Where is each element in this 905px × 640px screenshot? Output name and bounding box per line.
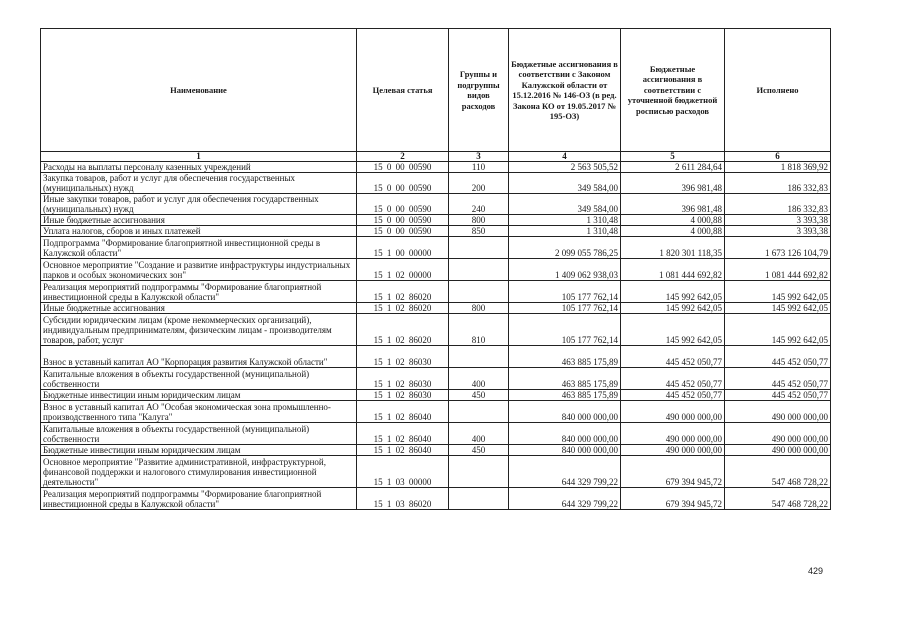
header-target-article: Целевая статья <box>357 29 449 152</box>
row-name: Реализация мероприятий подпрограммы "Формирование благоприятной инвестиционной среды в Калужской области" <box>41 488 357 510</box>
row-name: Иные бюджетные ассигнования <box>41 215 357 226</box>
row-name: Иные бюджетные ассигнования <box>41 303 357 314</box>
row-budget-law: 840 000 000,00 <box>509 401 621 423</box>
column-number: 5 <box>621 152 725 162</box>
row-budget-law: 2 099 055 786,25 <box>509 237 621 259</box>
table-row <box>41 226 831 237</box>
row-budget-refined: 1 081 444 692,82 <box>621 259 725 281</box>
table-row <box>41 346 831 368</box>
row-budget-law: 349 584,00 <box>509 194 621 215</box>
table-row <box>41 488 831 510</box>
row-budget-refined: 1 820 301 118,35 <box>621 237 725 259</box>
row-target-article: 15 1 02 86030 <box>357 390 449 401</box>
row-executed: 490 000 000,00 <box>725 445 831 456</box>
table-row <box>41 259 831 281</box>
row-budget-law: 105 177 762,14 <box>509 281 621 303</box>
row-budget-refined: 679 394 945,72 <box>621 456 725 488</box>
row-budget-refined: 396 981,48 <box>621 173 725 194</box>
row-executed: 186 332,83 <box>725 173 831 194</box>
column-number: 3 <box>449 152 509 162</box>
row-budget-refined: 2 611 284,64 <box>621 162 725 173</box>
row-budget-refined: 145 992 642,05 <box>621 281 725 303</box>
row-budget-law: 463 885 175,89 <box>509 346 621 368</box>
row-target-article: 15 1 03 86020 <box>357 488 449 510</box>
row-target-article: 15 1 02 86020 <box>357 314 449 346</box>
row-expense-group: 240 <box>449 194 509 215</box>
table-row <box>41 390 831 401</box>
row-target-article: 15 1 02 86030 <box>357 346 449 368</box>
row-budget-law: 840 000 000,00 <box>509 423 621 445</box>
row-executed: 3 393,38 <box>725 215 831 226</box>
table-body <box>41 162 831 510</box>
table-row <box>41 215 831 226</box>
row-target-article: 15 0 00 00590 <box>357 162 449 173</box>
column-number: 4 <box>509 152 621 162</box>
row-target-article: 15 1 00 00000 <box>357 237 449 259</box>
row-name: Бюджетные инвестиции иным юридическим лицам <box>41 390 357 401</box>
table-row <box>41 162 831 173</box>
row-budget-refined: 490 000 000,00 <box>621 401 725 423</box>
row-expense-group <box>449 259 509 281</box>
row-expense-group <box>449 237 509 259</box>
row-expense-group: 800 <box>449 215 509 226</box>
row-executed: 3 393,38 <box>725 226 831 237</box>
row-name: Субсидии юридическим лицам (кроме некоммерческих организаций), индивидуальным предпринимателям, физическим лицам - производителям товаров, работ, услуг <box>41 314 357 346</box>
row-executed: 445 452 050,77 <box>725 368 831 390</box>
row-expense-group: 110 <box>449 162 509 173</box>
row-target-article: 15 1 02 86040 <box>357 423 449 445</box>
row-executed: 547 468 728,22 <box>725 456 831 488</box>
table-row <box>41 173 831 194</box>
row-executed: 547 468 728,22 <box>725 488 831 510</box>
row-expense-group <box>449 401 509 423</box>
row-budget-law: 463 885 175,89 <box>509 368 621 390</box>
row-target-article: 15 1 02 86030 <box>357 368 449 390</box>
row-target-article: 15 1 03 00000 <box>357 456 449 488</box>
header-expense-group: Группы и подгруппы видов расходов <box>449 29 509 152</box>
header-budget-refined: Бюджетные ассигнования в соответствии с уточненной бюджетной росписью расходов <box>621 29 725 152</box>
row-target-article: 15 1 02 00000 <box>357 259 449 281</box>
row-expense-group: 450 <box>449 445 509 456</box>
row-name: Уплата налогов, сборов и иных платежей <box>41 226 357 237</box>
row-budget-refined: 679 394 945,72 <box>621 488 725 510</box>
row-target-article: 15 1 02 86040 <box>357 401 449 423</box>
table-row <box>41 281 831 303</box>
row-executed: 1 818 369,92 <box>725 162 831 173</box>
row-budget-law: 105 177 762,14 <box>509 303 621 314</box>
row-executed: 445 452 050,77 <box>725 390 831 401</box>
table-row <box>41 303 831 314</box>
row-name: Расходы на выплаты персоналу казенных учреждений <box>41 162 357 173</box>
header-name: Наименование <box>41 29 357 152</box>
row-budget-refined: 396 981,48 <box>621 194 725 215</box>
row-budget-law: 2 563 505,52 <box>509 162 621 173</box>
row-name: Закупка товаров, работ и услуг для обеспечения государственных (муниципальных) нужд <box>41 173 357 194</box>
row-budget-refined: 490 000 000,00 <box>621 445 725 456</box>
row-executed: 186 332,83 <box>725 194 831 215</box>
row-budget-refined: 445 452 050,77 <box>621 368 725 390</box>
column-number-row <box>41 152 831 162</box>
header-budget-law: Бюджетные ассигнования в соответствии с Законом Калужской области от 15.12.2016 № 146-ОЗ (в ред. Закона КО от 19.05.2017 № 195-ОЗ) <box>509 29 621 152</box>
row-name: Капитальные вложения в объекты государственной (муниципальной) собственности <box>41 368 357 390</box>
row-budget-refined: 4 000,88 <box>621 226 725 237</box>
budget-table-sheet <box>40 28 830 510</box>
row-target-article: 15 1 02 86020 <box>357 281 449 303</box>
page-number: 429 <box>808 566 824 576</box>
header-executed: Исполнено <box>725 29 831 152</box>
table-row <box>41 401 831 423</box>
row-target-article: 15 0 00 00590 <box>357 215 449 226</box>
row-expense-group <box>449 281 509 303</box>
column-number: 2 <box>357 152 449 162</box>
row-executed: 145 992 642,05 <box>725 281 831 303</box>
row-expense-group: 400 <box>449 423 509 445</box>
row-budget-refined: 445 452 050,77 <box>621 346 725 368</box>
row-budget-law: 463 885 175,89 <box>509 390 621 401</box>
row-expense-group <box>449 456 509 488</box>
column-number: 6 <box>725 152 831 162</box>
row-name: Основное мероприятие "Создание и развитие инфраструктуры индустриальных парков и особых экономических зон" <box>41 259 357 281</box>
row-budget-refined: 145 992 642,05 <box>621 314 725 346</box>
row-name: Подпрограмма "Формирование благоприятной инвестиционной среды в Калужской области" <box>41 237 357 259</box>
column-number: 1 <box>41 152 357 162</box>
row-executed: 145 992 642,05 <box>725 314 831 346</box>
row-expense-group: 400 <box>449 368 509 390</box>
row-expense-group: 200 <box>449 173 509 194</box>
row-target-article: 15 0 00 00590 <box>357 194 449 215</box>
row-name: Основное мероприятие "Развитие административной, инфраструктурной, финансовой поддержки и налогового стимулирования инвестиционной деятельности" <box>41 456 357 488</box>
row-name: Взнос в уставный капитал АО "Корпорация развития Калужской области" <box>41 346 357 368</box>
table-row <box>41 368 831 390</box>
row-executed: 145 992 642,05 <box>725 303 831 314</box>
row-executed: 490 000 000,00 <box>725 401 831 423</box>
row-expense-group: 810 <box>449 314 509 346</box>
row-executed: 1 673 126 104,79 <box>725 237 831 259</box>
row-target-article: 15 0 00 00590 <box>357 226 449 237</box>
row-executed: 490 000 000,00 <box>725 423 831 445</box>
row-expense-group <box>449 346 509 368</box>
row-budget-law: 105 177 762,14 <box>509 314 621 346</box>
row-target-article: 15 1 02 86020 <box>357 303 449 314</box>
table-row <box>41 237 831 259</box>
header-row <box>41 29 831 152</box>
row-budget-refined: 4 000,88 <box>621 215 725 226</box>
row-name: Капитальные вложения в объекты государственной (муниципальной) собственности <box>41 423 357 445</box>
table-row <box>41 194 831 215</box>
row-budget-refined: 490 000 000,00 <box>621 423 725 445</box>
row-expense-group: 450 <box>449 390 509 401</box>
row-name: Взнос в уставный капитал АО "Особая экономическая зона промышленно-производственного типа "Калуга" <box>41 401 357 423</box>
row-name: Бюджетные инвестиции иным юридическим лицам <box>41 445 357 456</box>
row-expense-group: 850 <box>449 226 509 237</box>
row-executed: 445 452 050,77 <box>725 346 831 368</box>
row-budget-law: 349 584,00 <box>509 173 621 194</box>
row-target-article: 15 0 00 00590 <box>357 173 449 194</box>
row-budget-law: 840 000 000,00 <box>509 445 621 456</box>
row-budget-law: 1 310,48 <box>509 226 621 237</box>
row-budget-refined: 445 452 050,77 <box>621 390 725 401</box>
row-budget-law: 644 329 799,22 <box>509 456 621 488</box>
row-name: Иные закупки товаров, работ и услуг для обеспечения государственных (муниципальных) нужд <box>41 194 357 215</box>
row-budget-law: 1 409 062 938,03 <box>509 259 621 281</box>
budget-table <box>40 28 831 510</box>
row-budget-law: 644 329 799,22 <box>509 488 621 510</box>
table-row <box>41 456 831 488</box>
row-budget-refined: 145 992 642,05 <box>621 303 725 314</box>
row-expense-group <box>449 488 509 510</box>
table-row <box>41 314 831 346</box>
table-row <box>41 445 831 456</box>
table-row <box>41 423 831 445</box>
row-expense-group: 800 <box>449 303 509 314</box>
row-name: Реализация мероприятий подпрограммы "Формирование благоприятной инвестиционной среды в Калужской области" <box>41 281 357 303</box>
row-executed: 1 081 444 692,82 <box>725 259 831 281</box>
row-budget-law: 1 310,48 <box>509 215 621 226</box>
row-target-article: 15 1 02 86040 <box>357 445 449 456</box>
